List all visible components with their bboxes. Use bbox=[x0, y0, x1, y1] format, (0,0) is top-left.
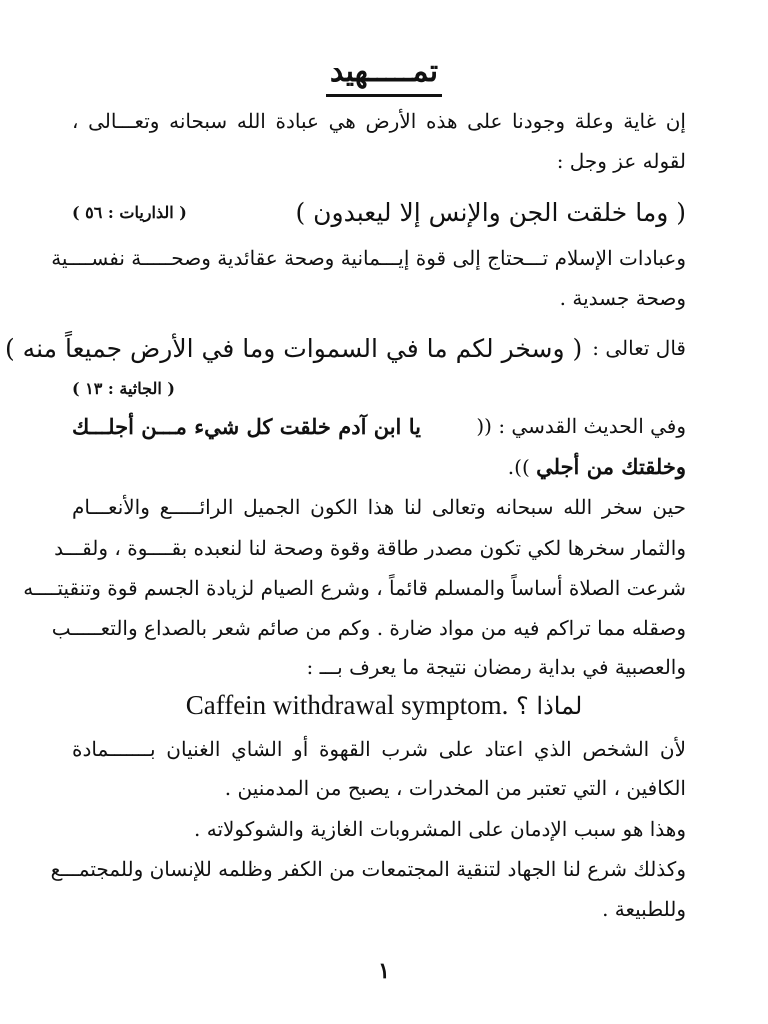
hadith-line-2 bbox=[72, 452, 686, 482]
paragraph-line-18: وللطبيعة . bbox=[602, 897, 686, 921]
paragraph-line-2: لقوله عز وجل : bbox=[556, 149, 686, 173]
paragraph-line-16: وهذا هو سبب الإدمان على المشروبات الغازية والشوكولاته . bbox=[194, 817, 686, 841]
quran-verse-1: ( وما خلقت الجن والإنس إلا ليعبدون ) bbox=[295, 197, 686, 227]
paragraph-line-17: وكذلك شرع لنا الجهاد لتنقية المجتمعات من الكفر وظلمه للإنسان وللمجتمـــع bbox=[50, 857, 686, 881]
verse-1-reference: ( الذاريات : ٥٦ ) bbox=[72, 202, 187, 222]
paragraph-line-4: وصحة جسدية . bbox=[559, 286, 686, 310]
hadith-line-1 bbox=[72, 410, 686, 442]
hadith-text-2: وخلقتك من أجلي bbox=[536, 454, 686, 479]
paragraph-line-10: شرعت الصلاة أساساً والمسلم قائماً ، وشرع الصيام لزيادة الجسم قوة وتنقيتــــه bbox=[23, 576, 686, 600]
paragraph-line-12: والعصبية في بداية رمضان نتيجة ما يعرف بـــ : bbox=[306, 655, 686, 679]
hadith-intro: وفي الحديث القدسي : (( bbox=[476, 414, 686, 438]
verse-2-reference-line bbox=[72, 372, 686, 404]
hadith-text-1: يا ابن آدم خلقت كل شيء مـــن أجلـــك bbox=[72, 413, 421, 439]
paragraph-line-15: الكافين ، التي تعتبر من المخدرات ، يصبح من المدمنين . bbox=[224, 776, 686, 800]
page-title bbox=[0, 52, 768, 97]
verse-2-reference: ( الجاثية : ١٣ ) bbox=[72, 379, 175, 398]
why-question: لماذا ؟ bbox=[516, 692, 583, 720]
quran-verse-2: ( وسخر لكم ما في السموات وما في الأرض جميعاً منه ) bbox=[4, 333, 583, 363]
page-number: ١ bbox=[378, 958, 390, 984]
caffeine-withdrawal-term: Caffein withdrawal symptom. bbox=[185, 690, 509, 720]
paragraph-line-14: لأن الشخص الذي اعتاد على شرب القهوة أو الشاي الغنيان بـــــــمادة bbox=[72, 737, 686, 761]
verse-2-intro: قال تعالى : bbox=[592, 336, 686, 360]
paragraph-line-3: وعبادات الإسلام تـــحتاج إلى قوة إيـــمانية وصحة عقائدية وصحـــــة نفســــية bbox=[51, 246, 686, 270]
page-title-text: تمـــــهيد bbox=[326, 52, 442, 97]
hadith-close: )). bbox=[507, 455, 530, 479]
paragraph-line-1: إن غاية وعلة وجودنا على هذه الأرض هي عبادة الله سبحانه وتعـــالى ، bbox=[72, 109, 686, 133]
paragraph-line-8: حين سخر الله سبحانه وتعالى لنا هذا الكون الجميل الرائـــــع والأنعـــام bbox=[72, 495, 686, 519]
verse-2-row bbox=[4, 328, 686, 368]
verse-1-row bbox=[72, 192, 686, 232]
paragraph-line-9: والثمار سخرها لكي تكون مصدر طاقة وقوة وصحة لنا لنعبده بقــــوة ، ولقـــد bbox=[54, 536, 686, 560]
caffeine-line bbox=[0, 688, 768, 723]
paragraph-line-11: وصقله مما تراكم فيه من مواد ضارة . وكم من صائم شعر بالصداع والتعـــــب bbox=[51, 616, 686, 640]
